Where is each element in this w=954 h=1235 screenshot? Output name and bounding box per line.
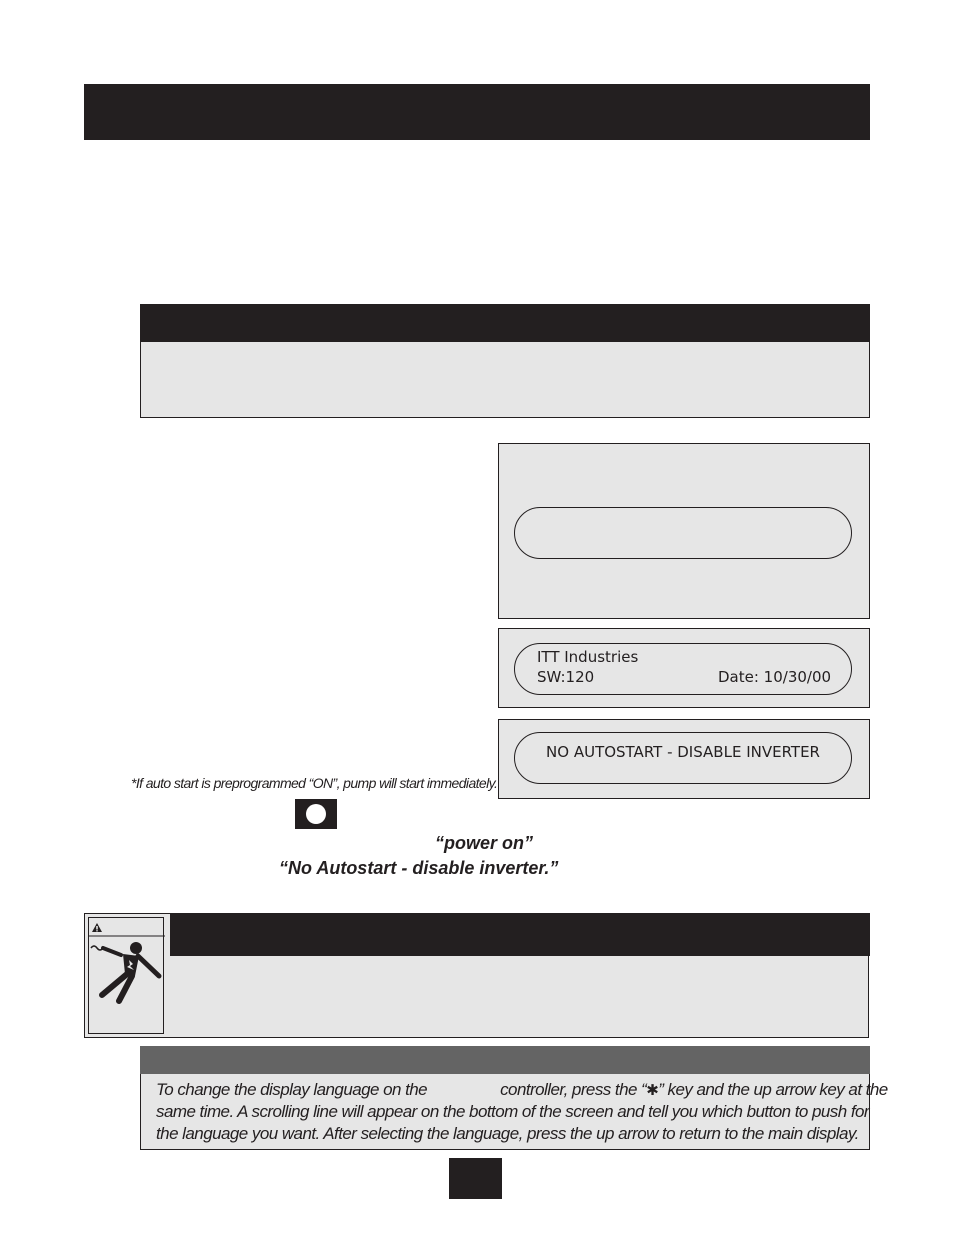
controller-display-panel	[498, 443, 870, 619]
lcd-line-date: Date: 10/30/00	[718, 668, 832, 686]
language-tip-text	[156, 1079, 888, 1145]
autostart-footnote: *If auto start is preprogrammed “ON”, pump will start immediately.	[131, 775, 498, 791]
section-callout-body	[140, 342, 870, 418]
language-tip-header	[140, 1046, 870, 1074]
status-display-panel	[498, 719, 870, 799]
page-number-tab	[449, 1158, 502, 1199]
power-key-icon	[295, 799, 337, 829]
electrical-shock-hazard-icon	[89, 918, 165, 1035]
phrase-no-autostart: “No Autostart - disable inverter.”	[279, 858, 559, 878]
phrase-power-on: “power on”	[435, 833, 533, 853]
lcd-line-software-version: SW:120	[537, 668, 595, 686]
language-tip-line-3: the language you want. After selecting the language, press the up arrow to return to the main display.	[156, 1124, 859, 1143]
lcd-screen-startup	[514, 643, 852, 695]
section-callout-header	[140, 304, 870, 342]
page-header-bar	[84, 84, 870, 140]
electrical-hazard-icon-box	[88, 917, 164, 1034]
lcd-status-message: NO AUTOSTART - DISABLE INVERTER	[546, 743, 820, 761]
language-tip-line-1: To change the display language on the controller, press the “✱” key and the up arrow key at the	[156, 1080, 888, 1099]
asterisk-key-icon: ✱	[646, 1081, 659, 1099]
lcd-screen-status	[514, 732, 852, 784]
language-tip-line-2: same time. A scrolling line will appear on the bottom of the screen and tell you which button to push for	[156, 1102, 870, 1121]
hazard-warning-header	[170, 913, 870, 956]
startup-display-panel	[498, 628, 870, 708]
lcd-line-company: ITT Industries	[537, 648, 639, 666]
lcd-screen-blank	[514, 507, 852, 559]
power-key-dot	[306, 804, 326, 824]
